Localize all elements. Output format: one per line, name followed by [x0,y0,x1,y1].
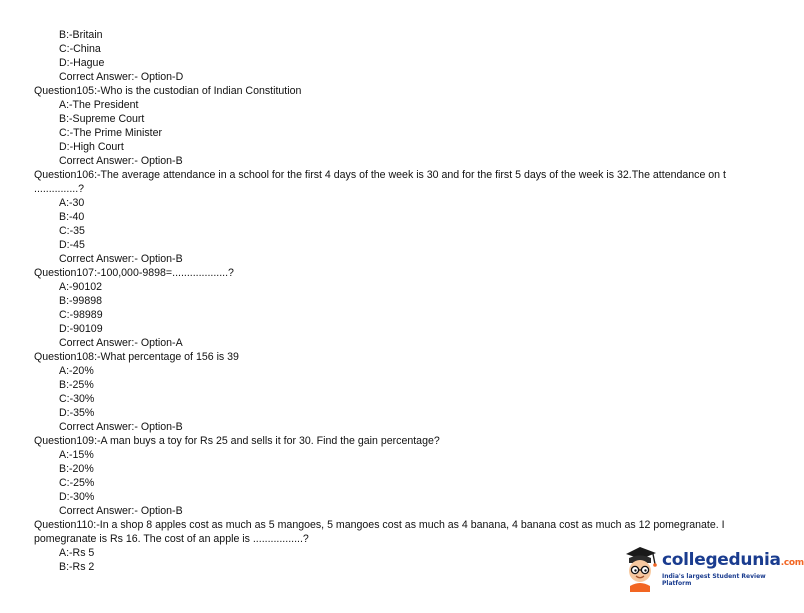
option-line: Correct Answer:- Option-D [59,71,184,83]
option-line: D:-Hague [59,57,105,69]
option-line: C:-China [59,43,101,55]
option-line: Correct Answer:- Option-B [59,505,183,517]
option-line: C:-35 [59,225,85,237]
option-line: Correct Answer:- Option-B [59,421,183,433]
logo-tagline: India's largest Student Review Platform [662,573,766,587]
mascot-icon [620,544,660,592]
question-line: ...............? [34,183,85,195]
option-line: D:-90109 [59,323,103,335]
option-line: B:-Britain [59,29,103,41]
question-line: Question106:-The average attendance in a school for the first 4 days of the week is 30 and for the first 5 days of the week is 32.The attendance on t [34,169,726,181]
option-line: A:-20% [59,365,94,377]
option-line: B:-Rs 2 [59,561,95,573]
question-document [0,28,793,574]
question-line: Question107:-100,000-9898=...................? [34,267,234,279]
question-line: Question108:-What percentage of 156 is 39 [34,351,239,363]
option-line: D:-High Court [59,141,124,153]
option-line: D:-30% [59,491,95,503]
option-line: Correct Answer:- Option-B [59,253,183,265]
option-line: C:-The Prime Minister [59,127,163,139]
option-line: D:-45 [59,239,85,251]
option-line: C:-25% [59,477,95,489]
collegedunia-logo [620,544,804,592]
option-line: A:-30 [59,197,85,209]
option-line: B:-25% [59,379,94,391]
option-line: B:-Supreme Court [59,113,145,125]
option-line: Correct Answer:- Option-B [59,155,183,167]
option-line: C:-98989 [59,309,103,321]
option-line: Correct Answer:- Option-A [59,337,183,349]
option-line: A:-The President [59,99,139,111]
option-line: B:-40 [59,211,85,223]
option-line: B:-99898 [59,295,102,307]
option-line: B:-20% [59,463,94,475]
option-line: D:-35% [59,407,95,419]
option-line: A:-Rs 5 [59,547,95,559]
option-line: A:-15% [59,449,94,461]
option-line: A:-90102 [59,281,102,293]
question-line: Question110:-In a shop 8 apples cost as much as 5 mangoes, 5 mangoes cost as much as 4 banana, 4 banana cost as much as 12 pomegranate. I [34,519,725,531]
question-line: pomegranate is Rs 16. The cost of an apple is .................? [34,533,309,545]
question-line: Question109:-A man buys a toy for Rs 25 and sells it for 30. Find the gain percentage? [34,435,440,447]
option-line: C:-30% [59,393,95,405]
question-line: Question105:-Who is the custodian of Indian Constitution [34,85,302,97]
logo-wordmark: collegedunia.com [662,550,804,570]
